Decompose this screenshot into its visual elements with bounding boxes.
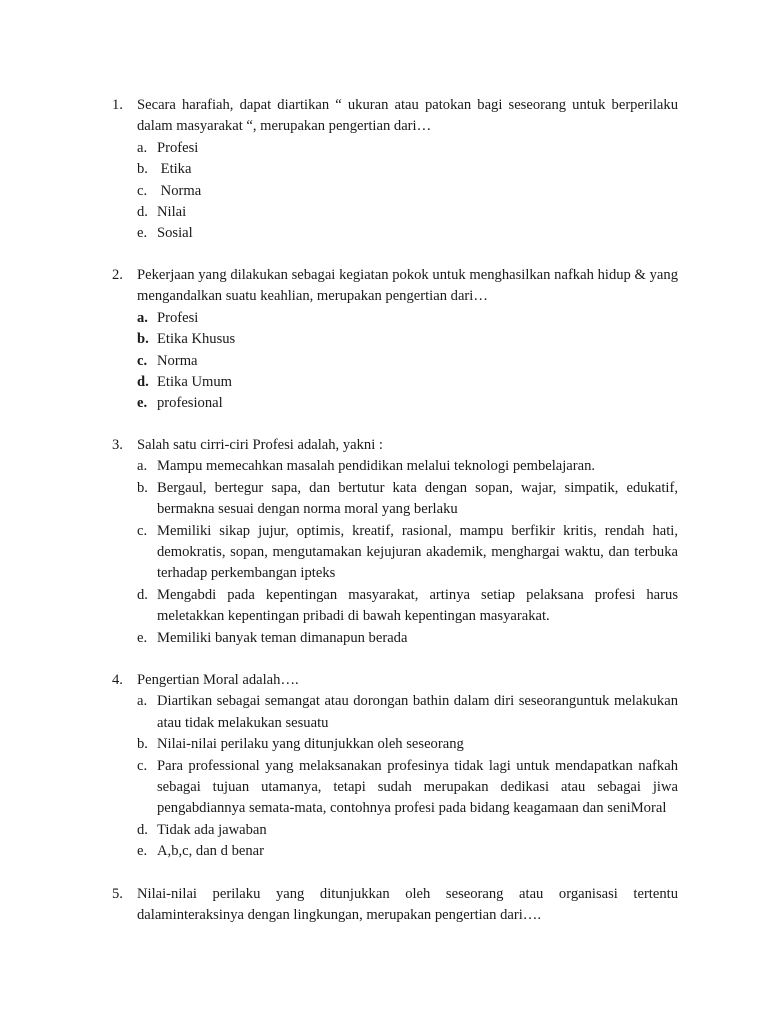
option-text: Profesi (157, 309, 199, 326)
option-e (137, 628, 678, 649)
option-text: Para professional yang melaksanakan profesinya tidak lagi untuk mendapatkan nafkah sebagai tujuan utamanya, tetapi sudah merupakan dedikasi atau sebagai jiwa pengabdiannya semata-mata, contohnya profesi pada bidang keagamaan dan seniMoral (157, 757, 678, 817)
option-text: Profesi (157, 139, 199, 156)
option-letter: b. (137, 161, 148, 178)
option-d (137, 372, 678, 393)
option-text: Norma (157, 352, 198, 369)
question-text: Nilai-nilai perilaku yang ditunjukkan oleh seseorang atau organisasi tertentu dalaminteraksinya dengan lingkungan, merupakan pengertian dari…. (137, 886, 678, 924)
question-text: Pekerjaan yang dilakukan sebagai kegiatan pokok untuk menghasilkan nafkah hidup & yang mengandalkan suatu keahlian, merupakan pengertian dari… (137, 267, 678, 305)
option-letter: e. (137, 395, 148, 412)
option-letter: c. (137, 757, 148, 774)
option-b (137, 159, 678, 180)
option-letter: c. (137, 352, 148, 369)
option-e (137, 393, 678, 414)
option-text: Memiliki banyak teman dimanapun berada (157, 629, 408, 646)
question-number: 5. (112, 886, 123, 902)
option-letter: b. (137, 331, 149, 348)
option-text: Bergaul, bertegur sapa, dan bertutur kata dengan sopan, wajar, simpatik, edukatif, bermakna sesuai dengan norma moral yang berlaku (157, 479, 678, 518)
question-5 (112, 884, 678, 927)
option-c (137, 351, 678, 372)
option-text: Tidak ada jawaban (157, 821, 267, 838)
option-text: Etika (157, 161, 192, 178)
question-4 (112, 670, 678, 863)
option-letter: e. (137, 225, 148, 242)
option-text: Nilai-nilai perilaku yang ditunjukkan oleh seseorang (157, 736, 464, 753)
option-e (137, 223, 678, 244)
option-text: Etika Umum (157, 374, 232, 391)
option-d (137, 585, 678, 628)
option-list (112, 308, 678, 415)
question-text: Salah satu cirri-ciri Profesi adalah, yakni : (137, 437, 383, 453)
question-1 (112, 95, 678, 245)
question-number: 2. (112, 267, 123, 283)
option-a (137, 691, 678, 734)
question-number: 4. (112, 672, 123, 688)
option-letter: e. (137, 629, 148, 646)
option-text: Mengabdi pada kepentingan masyarakat, artinya setiap pelaksana profesi harus meletakkan kepentingan pribadi di bawah kepentingan masyarakat. (157, 586, 678, 625)
question-text: Pengertian Moral adalah…. (137, 672, 299, 688)
option-letter: a. (137, 309, 148, 326)
option-letter: a. (137, 139, 148, 156)
question-2 (112, 265, 678, 415)
question-text: Secara harafiah, dapat diartikan “ ukuran atau patokan bagi seseorang untuk berperilaku dalam masyarakat “, merupakan pengertian dari… (137, 97, 678, 135)
option-list (112, 456, 678, 649)
question-3 (112, 435, 678, 649)
option-a (137, 308, 678, 329)
question-number: 3. (112, 437, 123, 453)
option-text: A,b,c, dan d benar (157, 843, 264, 860)
question-number: 1. (112, 97, 123, 113)
option-letter: b. (137, 479, 148, 496)
option-text: profesional (157, 395, 223, 412)
option-letter: b. (137, 736, 148, 753)
option-c (137, 756, 678, 820)
option-d (137, 820, 678, 841)
option-text: Nilai (157, 204, 187, 221)
option-text: Norma (157, 182, 202, 199)
option-letter: d. (137, 204, 148, 221)
option-letter: a. (137, 458, 148, 475)
option-list (112, 138, 678, 245)
option-c (137, 181, 678, 202)
option-letter: c. (137, 182, 148, 199)
option-b (137, 734, 678, 755)
option-c (137, 521, 678, 585)
option-a (137, 138, 678, 159)
option-text: Diartikan sebagai semangat atau dorongan bathin dalam diri seseoranguntuk melakukan atau tidak melakukan sesuatu (157, 693, 678, 731)
option-text: Memiliki sikap jujur, optimis, kreatif, rasional, mampu berfikir kritis, rendah hati, demokratis, sopan, mengutamakan kejujuran akademik, menghargai waktu, dan terbuka terhadap perkembangan ipteks (157, 522, 678, 582)
option-list (112, 691, 678, 862)
option-letter: c. (137, 522, 148, 539)
option-d (137, 202, 678, 223)
option-text: Sosial (157, 225, 193, 242)
option-a (137, 456, 678, 477)
option-letter: d. (137, 586, 148, 603)
option-letter: d. (137, 821, 148, 838)
option-b (137, 478, 678, 521)
option-letter: e. (137, 843, 148, 860)
option-letter: a. (137, 693, 148, 710)
option-text: Etika Khusus (157, 331, 236, 348)
option-letter: d. (137, 374, 149, 391)
option-b (137, 329, 678, 350)
option-text: Mampu memecahkan masalah pendidikan melalui teknologi pembelajaran. (157, 458, 596, 475)
option-e (137, 841, 678, 862)
